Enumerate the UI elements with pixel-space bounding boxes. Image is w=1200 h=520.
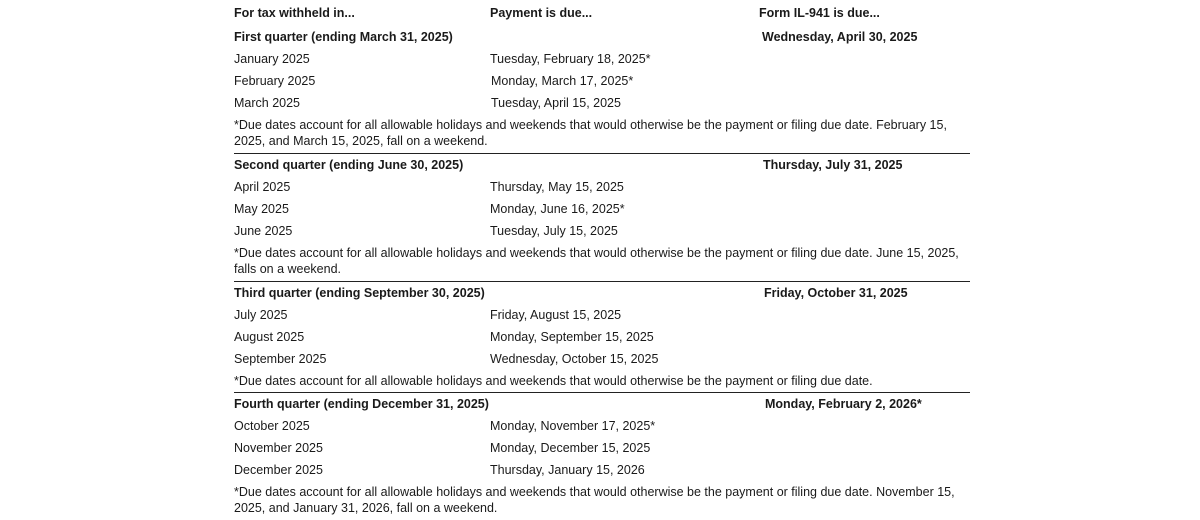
payment-due-date: Wednesday, October 15, 2025 <box>490 352 659 366</box>
payment-due-date: Tuesday, February 18, 2025* <box>490 52 651 66</box>
form-due-date: Wednesday, April 30, 2025 <box>762 30 918 44</box>
quarter-section-second <box>234 154 970 282</box>
due-date-table <box>234 0 970 520</box>
payment-due-date: Tuesday, April 15, 2025 <box>491 96 621 110</box>
payment-due-date: Monday, November 17, 2025* <box>490 419 656 433</box>
payment-due-date: Monday, December 15, 2025 <box>490 441 651 455</box>
form-due-date: Monday, February 2, 2026* <box>765 397 922 411</box>
month-row <box>234 70 970 92</box>
month-row <box>234 48 970 70</box>
payment-due-date: Monday, March 17, 2025* <box>491 74 634 88</box>
month-label: May 2025 <box>234 202 289 216</box>
month-label: April 2025 <box>234 180 291 194</box>
quarter-heading-row <box>234 154 970 176</box>
column-header-tax-withheld: For tax withheld in... <box>234 6 355 20</box>
month-row <box>234 220 970 242</box>
quarter-title: Second quarter (ending June 30, 2025) <box>234 158 464 172</box>
footnote: *Due dates account for all allowable holidays and weekends that would otherwise be the payment or filing due date. February 15, 2025, and March 15, 2025, fall on a weekend. <box>234 118 947 148</box>
month-label: February 2025 <box>234 74 316 88</box>
payment-due-date: Monday, June 16, 2025* <box>490 202 625 216</box>
form-due-date: Thursday, July 31, 2025 <box>763 158 903 172</box>
column-header-row <box>234 0 970 26</box>
month-label: October 2025 <box>234 419 310 433</box>
quarter-title: Fourth quarter (ending December 31, 2025) <box>234 397 489 411</box>
quarter-section-first <box>234 26 970 154</box>
quarter-section-third <box>234 282 970 393</box>
form-due-date: Friday, October 31, 2025 <box>764 286 908 300</box>
month-row <box>234 304 970 326</box>
month-row <box>234 415 970 437</box>
quarter-heading-row <box>234 393 970 415</box>
quarter-title: First quarter (ending March 31, 2025) <box>234 30 453 44</box>
quarter-section-fourth <box>234 393 970 520</box>
quarter-heading-row <box>234 282 970 304</box>
month-row <box>234 176 970 198</box>
payment-due-date: Monday, September 15, 2025 <box>490 330 654 344</box>
quarter-title: Third quarter (ending September 30, 2025) <box>234 286 485 300</box>
month-row <box>234 198 970 220</box>
payment-due-date: Friday, August 15, 2025 <box>490 308 622 322</box>
footnote: *Due dates account for all allowable holidays and weekends that would otherwise be the payment or filing due date. <box>234 374 873 388</box>
payment-due-date: Thursday, May 15, 2025 <box>490 180 624 194</box>
month-row <box>234 459 970 481</box>
column-header-payment-due: Payment is due... <box>490 6 593 20</box>
month-label: August 2025 <box>234 330 305 344</box>
column-header-form-due: Form IL-941 is due... <box>759 6 880 20</box>
month-label: November 2025 <box>234 441 323 455</box>
payment-due-date: Tuesday, July 15, 2025 <box>490 224 618 238</box>
month-row <box>234 348 970 370</box>
month-row <box>234 92 970 114</box>
month-label: June 2025 <box>234 224 293 238</box>
month-label: July 2025 <box>234 308 288 322</box>
payment-due-date: Thursday, January 15, 2026 <box>490 463 645 477</box>
month-row <box>234 437 970 459</box>
month-row <box>234 326 970 348</box>
month-label: January 2025 <box>234 52 310 66</box>
month-label: September 2025 <box>234 352 327 366</box>
quarter-heading-row <box>234 26 970 48</box>
month-label: December 2025 <box>234 463 323 477</box>
footnote: *Due dates account for all allowable holidays and weekends that would otherwise be the payment or filing due date. June 15, 2025, falls on a weekend. <box>234 246 959 276</box>
month-label: March 2025 <box>234 96 301 110</box>
footnote: *Due dates account for all allowable holidays and weekends that would otherwise be the payment or filing due date. November 15, 2025, and January 31, 2026, fall on a weekend. <box>234 485 955 515</box>
